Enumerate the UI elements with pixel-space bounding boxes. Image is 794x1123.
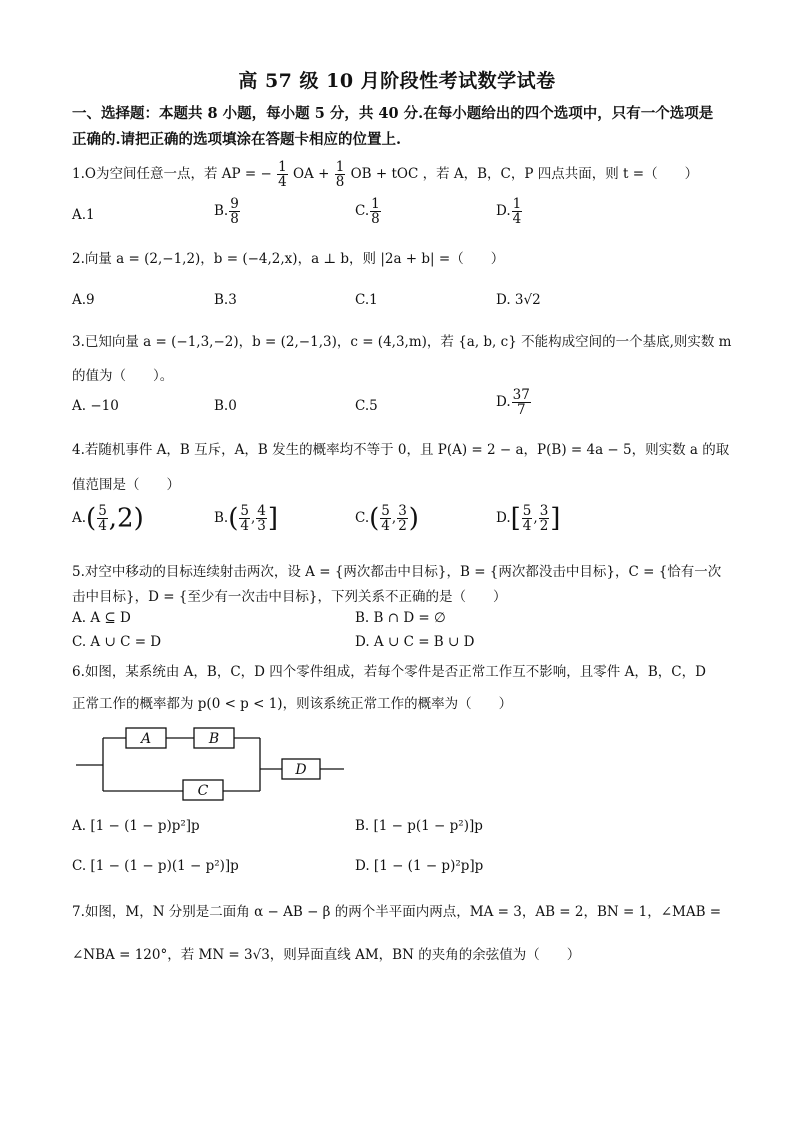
q3-option-a: A. −10 (72, 398, 119, 414)
question-2: 2.向量 a = (2,−1,2)，b = (−4,2,x)，a ⊥ b，则 |2a + b| =（ ） (72, 251, 505, 267)
q6-option-b: B. [1 − p(1 − p²)]p (355, 818, 483, 834)
q3-option-c: C.5 (355, 398, 378, 414)
question-5: 5.对空中移动的目标连续射击两次，设 A = {两次都击中目标}，B = {两次都没击中目标}，C = {恰有一次 (72, 564, 722, 580)
q1-mid2: OB + tOC (350, 166, 419, 183)
q3-option-d: D. $\frac{37}{7}$ (496, 387, 530, 419)
q6-option-d: D. [1 − (1 − p)²p]p (355, 858, 484, 874)
q1-frac-1: $\frac{1}{4}$ (278, 159, 287, 191)
question-4-line-2: 值范围是（ ） (72, 477, 180, 493)
question-6-line-2: 正常工作的概率都为 p(0 < p < 1)，则该系统正常工作的概率为（ ） (72, 696, 513, 712)
q4-option-a: A.( $\frac{5}{4}$ ,2) (72, 503, 144, 535)
question-3-line-2: 的值为（ ）。 (72, 368, 174, 384)
question-3: 3.已知向量 a = (−1,3,−2)，b = (2,−1,3)，c = (4,3,m)，若 {a, b, c} 不能构成空间的一个基底,则实数 m (72, 334, 732, 350)
question-4: 4.若随机事件 A，B 互斥，A，B 发生的概率均不等于 0，且 P(A) = 2 − a，P(B) = 4a − 5，则实数 a 的取 (72, 442, 730, 458)
q1-pre: 1.O为空间任意一点，若 AP = − (72, 166, 272, 183)
component-b-label: B (208, 731, 220, 747)
q1-option-d: D. $\frac{1}{4}$ (496, 196, 522, 228)
q3-option-b: B.0 (214, 398, 237, 414)
q4-option-c: C.( $\frac{5}{4}$ , $\frac{3}{2}$ ) (355, 503, 419, 535)
question-5-line-2: 击中目标}，D = {至少有一次击中目标}，下列关系不正确的是（ ） (72, 589, 507, 605)
q1-mid1: OA + (292, 166, 330, 183)
section-instructions: 一、选择题：本题共 8 小题，每小题 5 分，共 40 分.在每小题给出的四个选项中，只有一个选项是正确的.请把正确的选项填涂在答题卡相应的位置上. (72, 105, 714, 148)
q4-option-b: B.( $\frac{5}{4}$ , $\frac{4}{3}$ ] (214, 503, 279, 535)
q1-frac-2: $\frac{1}{8}$ (335, 159, 345, 191)
page-title: 高 57 级 10 月阶段性考试数学试卷 (238, 70, 556, 92)
q5-option-b: B. B ∩ D = ∅ (355, 610, 446, 626)
component-c-label: C (197, 783, 209, 799)
q2-option-c: C.1 (355, 292, 378, 308)
q2-option-a: A.9 (72, 292, 95, 308)
question-7-line-2: ∠NBA = 120°，若 MN = 3√3，则异面直线 AM，BN 的夹角的余弦值为（ ） (72, 947, 581, 963)
q2-option-b: B.3 (214, 292, 237, 308)
q1-option-c: C. $\frac{1}{8}$ (355, 196, 380, 228)
circuit-diagram (76, 722, 356, 806)
question-7: 7.如图，M，N 分别是二面角 α − AB − β 的两个半平面内两点，MA = 3，AB = 2，BN = 1，∠MAB = (72, 904, 722, 920)
component-d-label: D (295, 762, 307, 778)
q4-option-d: D.[ $\frac{5}{4}$ , $\frac{3}{2}$ ] (496, 503, 561, 535)
q6-option-c: C. [1 − (1 − p)(1 − p²)]p (72, 858, 239, 874)
q5-option-d: D. A ∪ C = B ∪ D (355, 634, 475, 650)
q1-option-a: A.1 (72, 207, 95, 223)
question-1 (72, 160, 698, 189)
question-6: 6.如图，某系统由 A，B，C，D 四个零件组成，若每个零件是否正常工作互不影响，且零件 A，B，C，D (72, 664, 706, 680)
q1-post: ，若 A，B，C，P 四点共面，则 t =（ ） (422, 166, 699, 183)
q1-option-b: B. $\frac{9}{8}$ (214, 196, 239, 228)
q6-option-a: A. [1 − (1 − p)p²]p (72, 818, 200, 834)
q2-option-d: D. 3√2 (496, 292, 541, 308)
q5-option-a: A. A ⊆ D (72, 610, 131, 626)
component-a-label: A (140, 731, 152, 747)
q5-option-c: C. A ∪ C = D (72, 634, 162, 650)
